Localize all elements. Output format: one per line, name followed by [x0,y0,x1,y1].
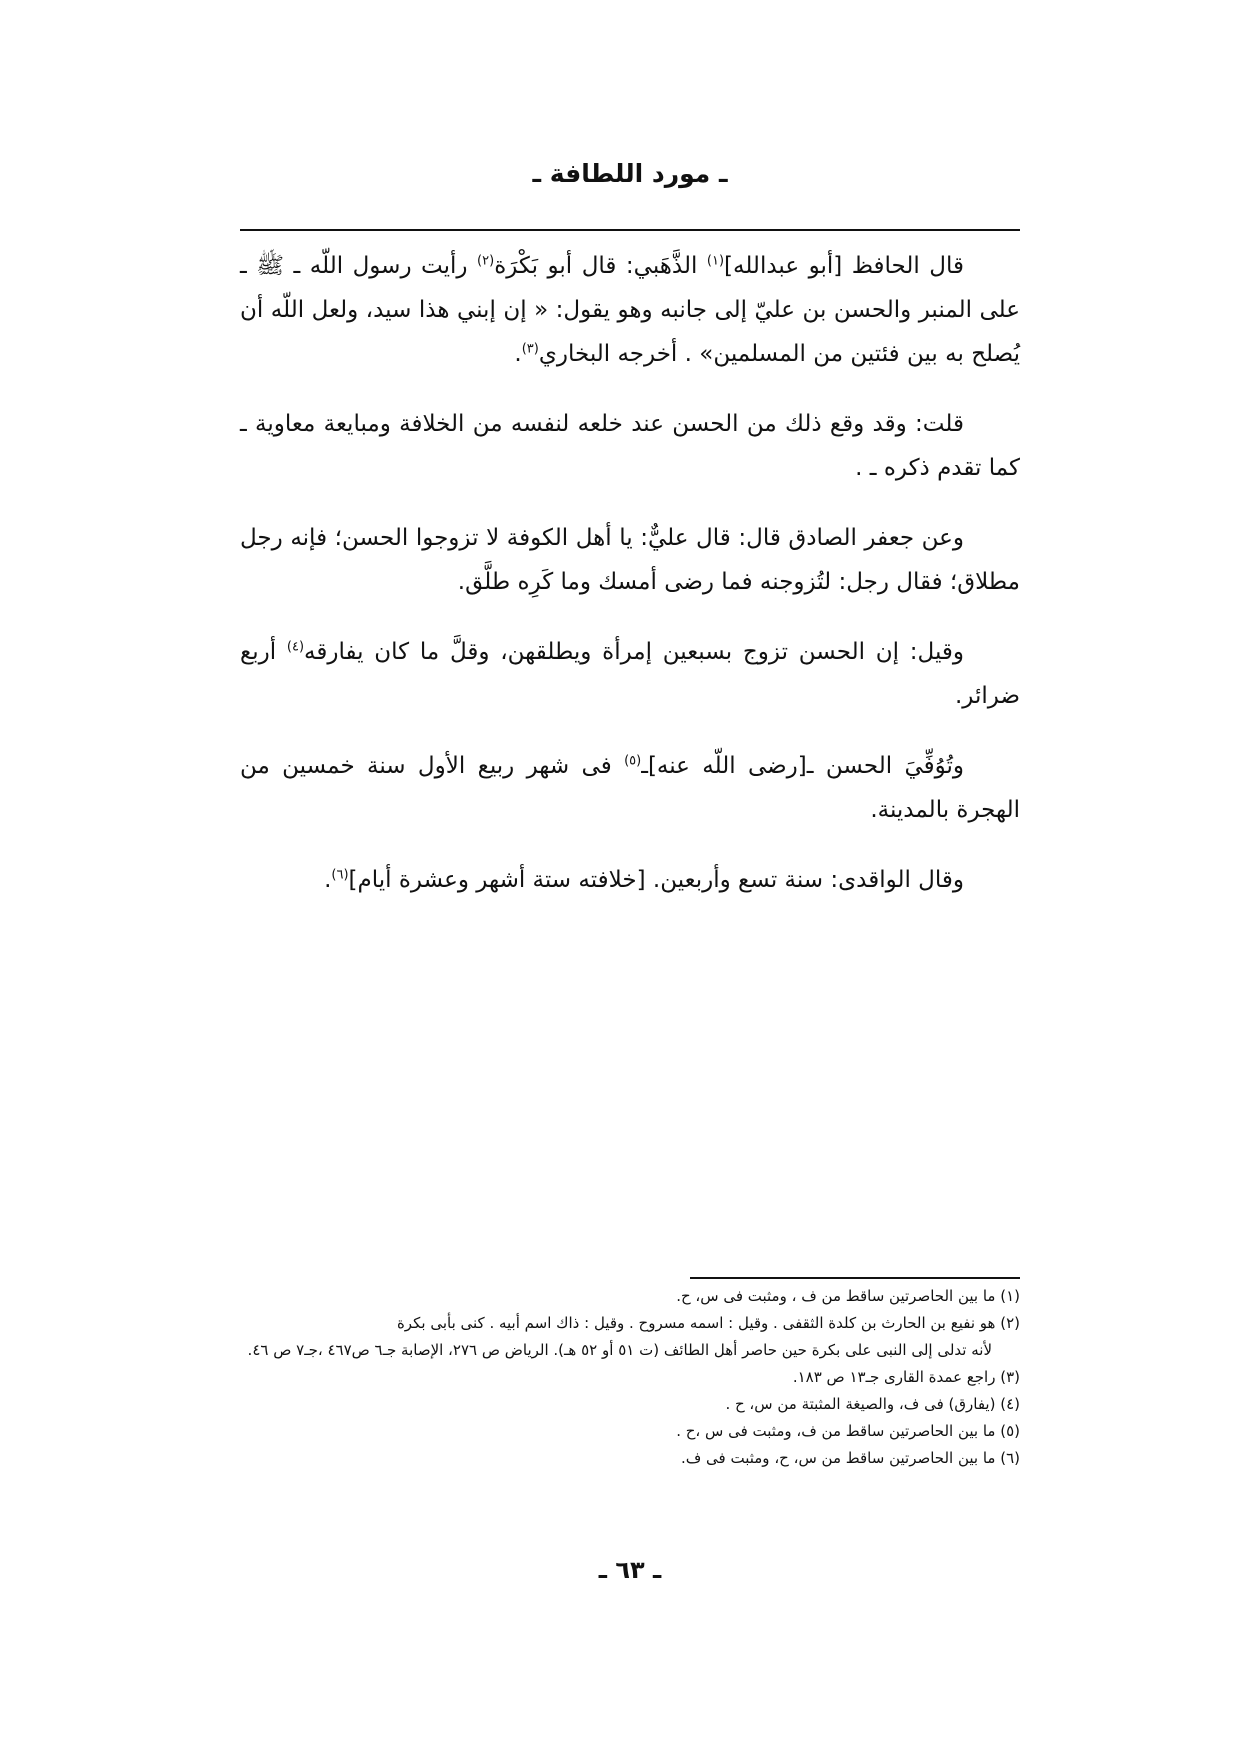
header-divider [240,229,1020,231]
footnote-ref: (٥) [624,753,642,769]
footnote-3: (٣) راجع عمدة القارى جـ١٣ ص ١٨٣. [792,1368,1020,1386]
main-text [240,244,1020,928]
footnote-4: (٤) (يفارق) فى ف، والصيغة المثبتة من س، ح . [725,1395,1020,1413]
paragraph-text: وقال الواقدى: سنة تسع وأربعين. [خلافته ستة أشهر وعشرة أيام] [348,867,964,893]
footnote-2-continuation: لأنه تدلى إلى النبى على بكرة حين حاصر أهل الطائف (ت ٥١ أو ٥٢ هـ). الرياض ص ٢٧٦، الإصابة جـ٦ ص٤٦٧ ،جـ٧ ص ٤٦. [247,1341,992,1359]
paragraph-text: الذَّهَبي: قال أبو بَكْرَة [494,253,707,279]
page-number: ـ ٦٣ ـ [598,1556,662,1584]
footnote-1: (١) ما بين الحاصرتين ساقط من ف ، ومثبت فى س، ح. [676,1287,1020,1305]
footnote-ref: (٣) [521,341,539,357]
paragraph-text: . [514,341,522,367]
paragraph-text: . [324,867,332,893]
paragraph-text: وتُوُفِّيَ الحسن ـ[رضى اللّه عنه]ـ [641,753,965,779]
footnote-ref: (٤) [286,639,305,655]
paragraph-text: فى شهر ربيع الأول سنة خمسين من الهجرة بالمدينة. [240,753,1020,823]
footnote-6: (٦) ما بين الحاصرتين ساقط من س، ح، ومثبت فى ف. [680,1449,1020,1467]
footnote-ref: (١) [706,253,725,269]
paragraph-5 [240,744,1020,832]
paragraph-1 [240,244,1020,376]
footnote-divider [690,1277,1020,1279]
running-header: ـ مورد اللطافة ـ [532,159,728,188]
footnote-2: (٢) هو نفيع بن الحارث بن كلدة الثقفى . وقيل : اسمه مسروح . وقيل : ذاك اسم أبيه . كنى بأبى بكرة [396,1314,1020,1332]
paragraph-text: أربع ضرائر. [240,639,1020,709]
footnotes [240,1283,1020,1472]
footnote-5: (٥) ما بين الحاصرتين ساقط من ف، ومثبت فى س ،ح . [676,1422,1020,1440]
paragraph-text: رأيت رسول اللّه ـ ﷺ ـ على المنبر والحسن بن عليّ إلى جانبه وهو يقول: « إن إبني هذا سيد، ولعل اللّه أن يُصلح به بين فئتين من المسلمين» . أخرجه البخاري [240,253,1020,367]
paragraph-3: وعن جعفر الصادق قال: قال عليٌّ: يا أهل الكوفة لا تزوجوا الحسن؛ فإنه رجل مطلاق؛ فقال رجل: لتُزوجنه فما رضى أمسك وما كَرِه طلَّق. [240,525,1020,595]
paragraph-6 [240,858,1020,902]
paragraph-4 [240,630,1020,718]
footnote-ref: (٦) [331,867,349,883]
paragraph-text: قال الحافظ [أبو عبدالله] [724,253,964,279]
paragraph-text: وقيل: إن الحسن تزوج بسبعين إمرأة ويطلقهن، وقلَّ ما كان يفارقه [304,639,964,665]
paragraph-2: قلت: وقد وقع ذلك من الحسن عند خلعه لنفسه من الخلافة ومبايعة معاوية ـ كما تقدم ذكره ـ . [240,411,1020,481]
footnote-ref: (٢) [477,253,495,269]
